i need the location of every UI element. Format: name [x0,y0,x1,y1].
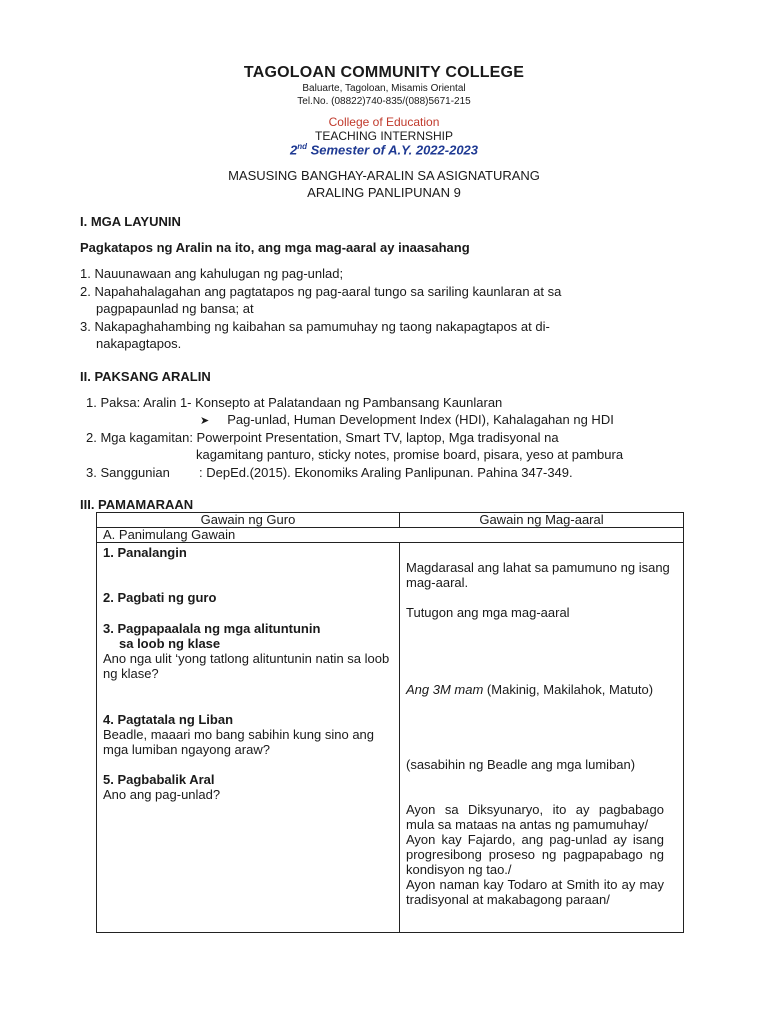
teacher-column-header: Gawain ng Guro [97,513,400,528]
sanggunian-value: : DepEd.(2015). Ekonomiks Araling Panlipunan. Pahina 347-349. [199,465,573,480]
teacher-step-3-cont: sa loob ng klase [119,636,221,651]
student-response-4: (sasabihin ng Beadle ang mga lumiban) [406,757,636,772]
teacher-activities-cell [97,543,400,933]
section-1-heading: I. MGA LAYUNIN [80,214,181,229]
section-3-heading: III. PAMAMARAAN [80,497,194,512]
table-header-row [97,513,684,528]
objective-2-cont: pagpapaunlad ng bansa; at [96,301,254,316]
student-response-1: Magdarasal ang lahat sa pamumuno ng isang mag-aaral. [406,560,670,590]
college-address: Baluarte, Tagoloan, Misamis Oriental [302,83,466,94]
student-response-3: Ang 3M mam (Makinig, Makilahok, Matuto) [406,682,654,697]
objective-2: 2. Napahahalagahan ang pagtatapos ng pag-aaral tungo sa sariling kaunlaran at sa [80,284,562,299]
definition-fajardo: Ayon kay Fajardo, ang pag-unlad ay isang progresibong proseso ng pagpapabago ng kondisyon ng tao./ [406,832,664,877]
objective-3-cont: nakapagtapos. [96,336,182,351]
student-response-2: Tutugon ang mga mag-aaral [406,605,570,620]
college-name: TAGOLOAN COMMUNITY COLLEGE [243,64,525,81]
teacher-step-3-question: Ano nga ulit ‘yong tatlong alituntunin natin sa loob ng klase? [103,651,390,681]
teacher-step-5: 5. Pagbabalik Aral [103,772,215,787]
table-row [97,543,684,933]
objective-1: 1. Nauunawaan ang kahulugan ng pag-unlad; [80,266,344,281]
objectives-intro: Pagkatapos ng Aralin na ito, ang mga mag-aaral ay inaasahang [80,240,470,255]
definition-diksyunaryo: Ayon sa Diksyunaryo, ito ay pagbabago mula sa mataas na antas ng pamumuhay/ [406,802,664,832]
section-2-heading: II. PAKSANG ARALIN [80,369,211,384]
teacher-step-3: 3. Pagpapaalala ng mga alituntunin [103,621,321,636]
teacher-step-4-question: Beadle, maaari mo bang sabihin kung sino ang mga lumiban ngayong araw? [103,727,375,757]
panimulang-gawain-heading: A. Panimulang Gawain [97,528,684,543]
department-name: College of Education [328,115,440,129]
sanggunian-label: 3. Sanggunian [86,465,170,480]
paksa-bullet: ➤ Pag-unlad, Human Development Index (HDI), Kahalagahan ng HDI [200,412,614,427]
teacher-step-5-question: Ano ang pag-unlad? [103,787,221,802]
student-response-5 [406,802,664,907]
student-column-header: Gawain ng Mag-aaral [400,513,684,528]
teacher-step-1: 1. Panalangin [103,545,187,560]
kagamitan-cont: kagamitang panturo, sticky notes, promise board, pisara, yeso at pambura [196,447,624,462]
plan-title-line1: MASUSING BANGHAY-ARALIN SA ASIGNATURANG [228,168,540,183]
objective-3: 3. Nakapaghahambing ng kaibahan sa pamumuhay ng taong nakapagtapos at di- [80,319,550,334]
college-telephone: Tel.No. (08822)740-835/(088)5671-215 [297,96,471,107]
student-activities-cell [400,543,684,933]
paksa-line: 1. Paksa: Aralin 1- Konsepto at Palatandaan ng Pambansang Kaunlaran [86,395,503,410]
plan-title-line2: ARALING PANLIPUNAN 9 [307,185,461,200]
definition-todaro-smith: Ayon naman kay Todaro at Smith ito ay may tradisyonal at makabagong paraan/ [406,877,664,907]
teacher-step-4: 4. Pagtatala ng Liban [103,712,234,727]
arrow-bullet-icon: ➤ [200,415,210,427]
program-name: TEACHING INTERNSHIP [314,129,453,143]
procedure-table [96,512,684,933]
semester-line: 2nd Semester of A.Y. 2022-2023 [289,142,479,158]
kagamitan-line: 2. Mga kagamitan: Powerpoint Presentation, Smart TV, laptop, Mga tradisyonal na [86,430,559,445]
teacher-step-2: 2. Pagbati ng guro [103,590,217,605]
table-subheading-row [97,528,684,543]
